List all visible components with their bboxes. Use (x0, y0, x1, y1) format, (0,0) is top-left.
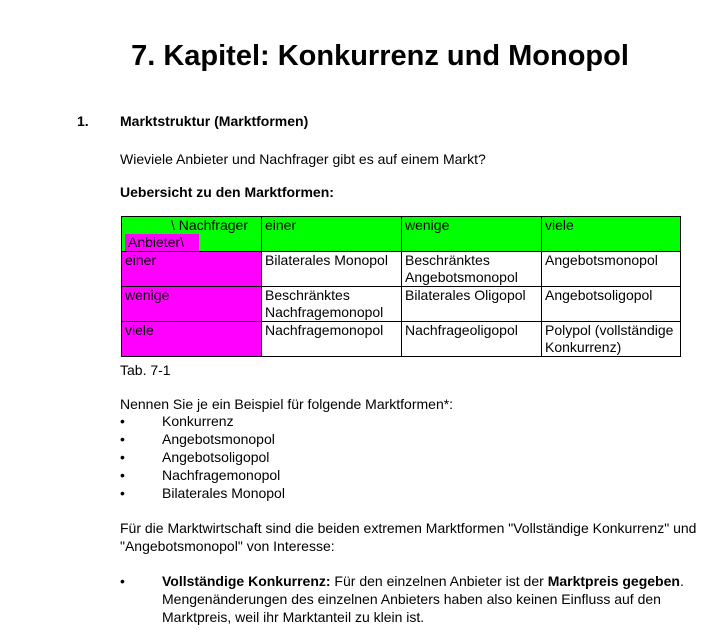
definition-emphasis: Marktpreis gegeben (547, 573, 680, 589)
list-item: • Nachfragemonopol (120, 467, 281, 483)
table-corner-cell (122, 217, 262, 252)
list-item: • Angebotsmonopol (120, 431, 275, 447)
table-cell: Polypol (vollständige Konkurrenz) (542, 322, 681, 357)
table-row (122, 287, 681, 322)
example-prompt: Nennen Sie je ein Beispiel für folgende Marktformen*: (120, 396, 454, 412)
table-row (122, 252, 681, 287)
table-cell: Beschränktes Angebotsmonopol (402, 252, 542, 287)
definition-bullet (120, 572, 720, 626)
bullet-icon: • (120, 485, 125, 501)
table-cell: Angebotsoligopol (542, 287, 681, 322)
chapter-title: 7. Kapitel: Konkurrenz und Monopol (131, 40, 629, 72)
table-cell: Bilaterales Oligopol (402, 287, 542, 322)
corner-label-anbieter: Anbieter\ (125, 234, 199, 251)
header-cell: einer (262, 217, 402, 252)
bullet-icon: • (120, 573, 125, 589)
bullet-icon: • (120, 413, 125, 429)
bullet-icon: • (120, 431, 125, 447)
market-forms-table (121, 216, 681, 357)
bullet-icon: • (120, 449, 125, 465)
list-item: • Bilaterales Monopol (120, 485, 285, 501)
header-cell: wenige (402, 217, 542, 252)
row-label-cell: wenige (122, 287, 262, 322)
table-row (122, 322, 681, 357)
definition-text: Vollständige Konkurrenz: Für den einzelnen Anbieter ist der Marktpreis gegeben. Mengenänderungen des einzelnen Anbieters haben also keinen Einfluss auf den Marktpreis, weil ihr Marktanteil zu klein ist. (162, 573, 684, 625)
question-text: Wieviele Anbieter und Nachfrager gibt es auf einem Markt? (120, 151, 486, 167)
table-header-row (122, 217, 681, 252)
definition-term: Vollständige Konkurrenz: (162, 573, 331, 589)
example-list (120, 412, 285, 502)
table-cell: Nachfrageoligopol (402, 322, 542, 357)
header-cell: viele (542, 217, 681, 252)
table-cell: Nachfragemonopol (262, 322, 402, 357)
table-cell: Bilaterales Monopol (262, 252, 402, 287)
market-paragraph: Für die Marktwirtschaft sind die beiden extremen Marktformen "Vollständige Konkurrenz" und "Angebotsmonopol" von Interesse: (120, 520, 697, 554)
table-cell: Beschränktes Nachfragemonopol (262, 287, 402, 322)
list-item: • Angebotsoligopol (120, 449, 270, 465)
table-caption: Tab. 7-1 (120, 362, 171, 378)
bullet-icon: • (120, 467, 125, 483)
corner-label-nachfrager: \ Nachfrager (170, 217, 248, 233)
section-number: 1. (77, 113, 89, 129)
overview-heading: Uebersicht zu den Marktformen: (120, 184, 334, 200)
section-title: Marktstruktur (Marktformen) (120, 113, 309, 129)
list-item: • Konkurrenz (120, 413, 234, 429)
row-label-cell: viele (122, 322, 262, 357)
row-label-cell: einer (122, 252, 262, 287)
table-cell: Angebotsmonopol (542, 252, 681, 287)
